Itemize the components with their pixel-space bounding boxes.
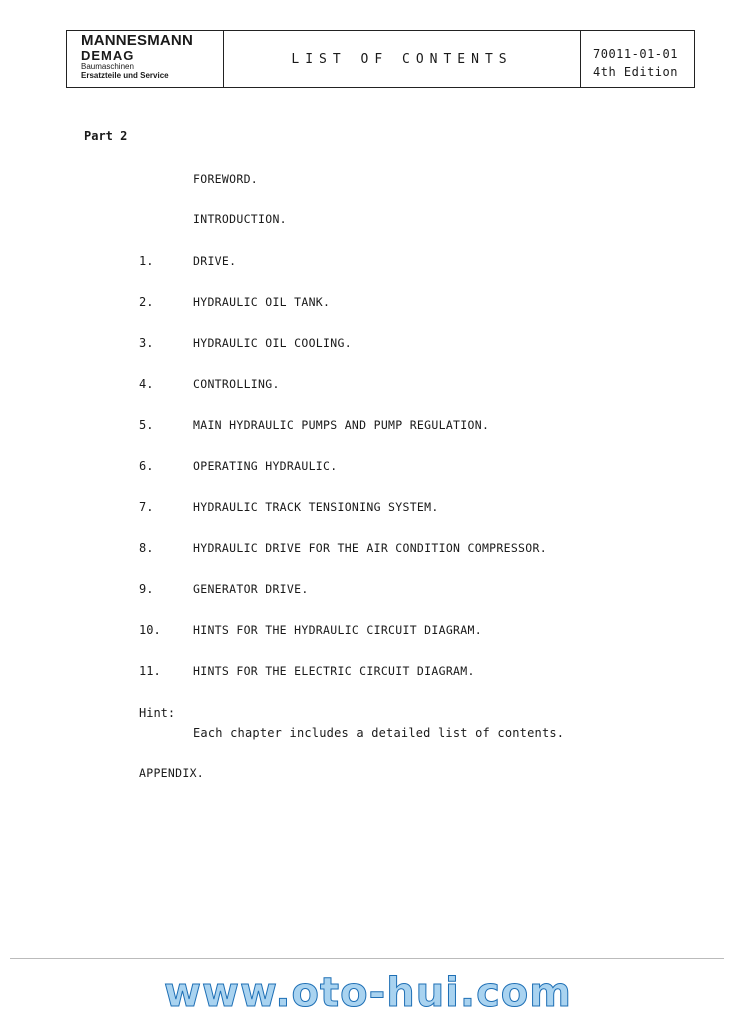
chapter-title: DRIVE.	[193, 254, 237, 268]
chapter-title: GENERATOR DRIVE.	[193, 582, 309, 596]
document-number: 70011-01-01	[593, 47, 678, 61]
chapter-title: HINTS FOR THE HYDRAULIC CIRCUIT DIAGRAM.	[193, 623, 482, 637]
preface-foreword: FOREWORD.	[193, 172, 259, 186]
chapter-title: MAIN HYDRAULIC PUMPS AND PUMP REGULATION.	[193, 418, 490, 432]
header-reference-cell	[581, 31, 696, 87]
page-title: LIST OF CONTENTS	[291, 51, 513, 67]
chapter-title: CONTROLLING.	[193, 377, 280, 391]
edition-label: 4th Edition	[593, 65, 678, 79]
chapter-number: 9.	[139, 582, 154, 596]
department-label: Ersatzteile und Service	[81, 71, 169, 80]
chapter-number: 3.	[139, 336, 154, 350]
chapter-number: 1.	[139, 254, 154, 268]
chapter-number: 11.	[139, 664, 161, 678]
chapter-number: 10.	[139, 623, 161, 637]
footer-divider	[10, 958, 724, 959]
chapter-number: 4.	[139, 377, 154, 391]
document-header	[66, 30, 695, 88]
watermark-url: www.oto-hui.com	[164, 970, 572, 1016]
appendix-entry: APPENDIX.	[139, 766, 205, 780]
header-title-cell	[224, 31, 581, 87]
chapter-title: HYDRAULIC TRACK TENSIONING SYSTEM.	[193, 500, 439, 514]
chapter-title: OPERATING HYDRAULIC.	[193, 459, 338, 473]
company-logo-block	[67, 31, 224, 87]
preface-introduction: INTRODUCTION.	[193, 212, 287, 226]
chapter-number: 6.	[139, 459, 154, 473]
hint-label: Hint:	[139, 706, 176, 720]
chapter-title: HINTS FOR THE ELECTRIC CIRCUIT DIAGRAM.	[193, 664, 475, 678]
chapter-number: 8.	[139, 541, 154, 555]
chapter-title: HYDRAULIC OIL COOLING.	[193, 336, 352, 350]
hint-text: Each chapter includes a detailed list of contents.	[193, 726, 565, 740]
brand-subname: DEMAG	[81, 48, 135, 63]
chapter-number: 2.	[139, 295, 154, 309]
part-label: Part 2	[84, 129, 128, 143]
chapter-title: HYDRAULIC DRIVE FOR THE AIR CONDITION COMPRESSOR.	[193, 541, 547, 555]
division-label: Baumaschinen	[81, 62, 134, 71]
chapter-number: 7.	[139, 500, 154, 514]
chapter-title: HYDRAULIC OIL TANK.	[193, 295, 331, 309]
chapter-number: 5.	[139, 418, 154, 432]
brand-name: MANNESMANN	[81, 32, 193, 49]
